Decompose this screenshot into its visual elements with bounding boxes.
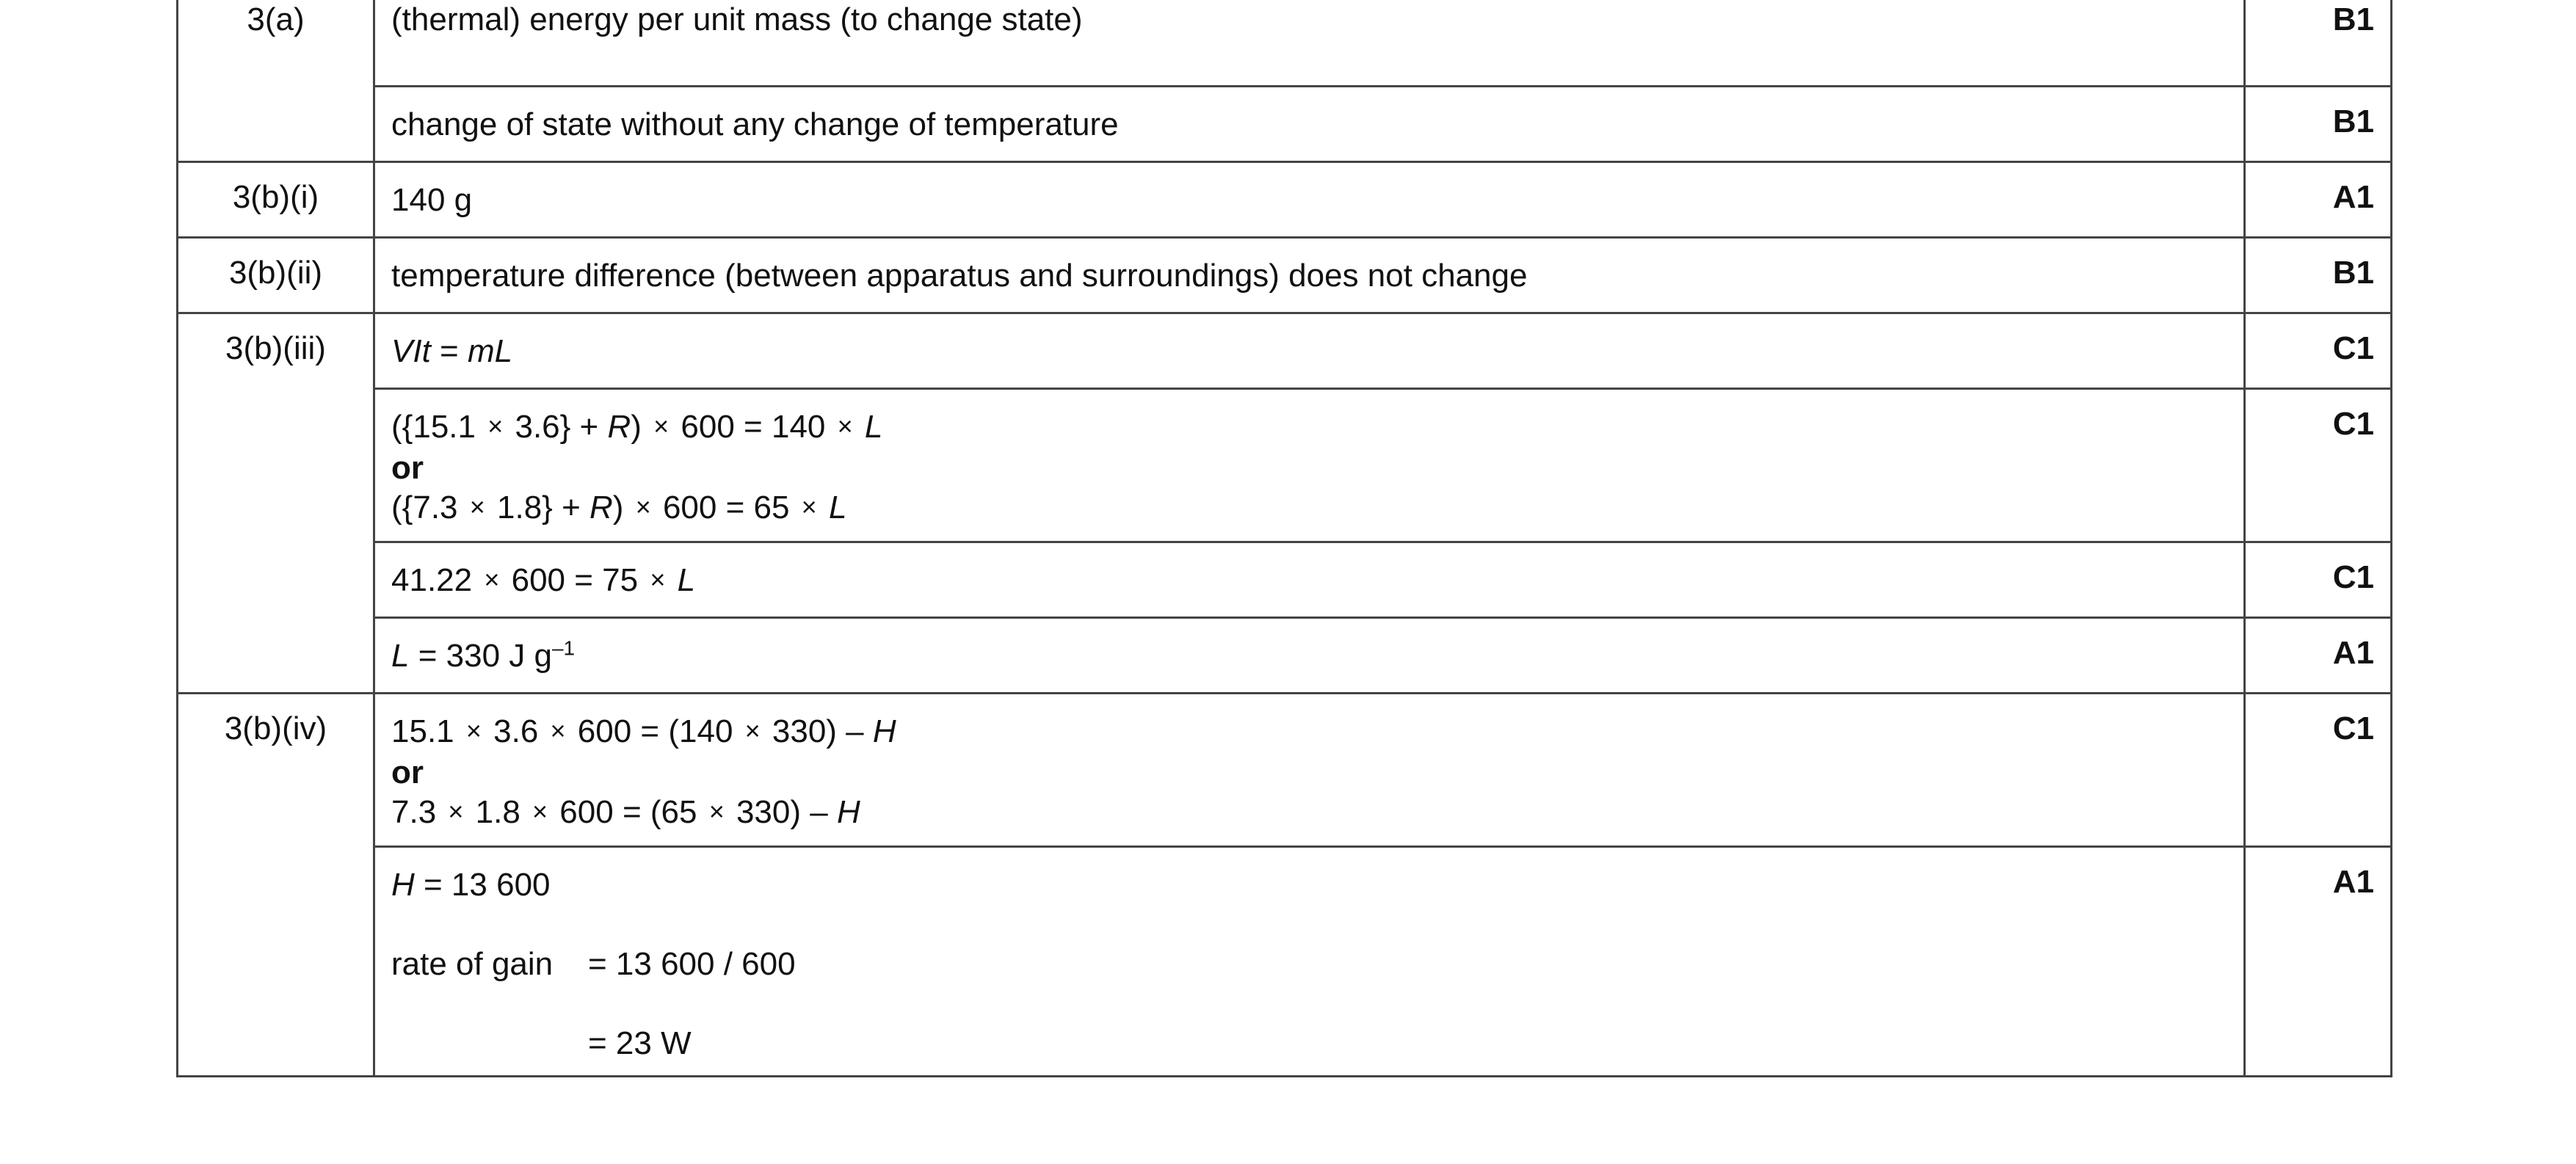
mark-cell: A1	[2245, 162, 2392, 238]
equation-line: ({15.1 × 3.6} + R) × 600 = 140 × L	[391, 409, 883, 445]
mark-cell: C1	[2245, 389, 2392, 542]
or-label: or	[391, 754, 424, 790]
question-number: 3(b)(ii)	[178, 238, 374, 313]
table-row	[178, 389, 2392, 542]
answer-text: temperature difference (between apparatus and surroundings) does not change	[391, 258, 1528, 294]
question-number: 3(a)	[178, 0, 374, 162]
table-row	[178, 847, 2392, 1077]
mark-cell: A1	[2245, 847, 2392, 1077]
equation-line: H = 13 600	[391, 867, 551, 903]
table-row	[178, 238, 2392, 313]
table-row	[178, 313, 2392, 389]
equation: 41.22 × 600 = 75 × L	[391, 562, 696, 598]
answer-text: 140 g	[391, 182, 473, 218]
answer-cell	[374, 0, 2245, 87]
mark-scheme-table	[176, 0, 2392, 1077]
answer-text: change of state without any change of temperature	[391, 106, 1119, 142]
question-number: 3(b)(i)	[178, 162, 374, 238]
rate-result: = 23 W	[588, 1025, 692, 1061]
table-row	[178, 542, 2392, 618]
table-row	[178, 87, 2392, 162]
equation-line: 15.1 × 3.6 × 600 = (140 × 330) – H	[391, 713, 896, 749]
equation: L = 330 J $g^{-1}$	[391, 636, 576, 674]
mark-cell: A1	[2245, 618, 2392, 694]
mark-cell: B1	[2245, 238, 2392, 313]
rate-label: rate of gain	[391, 946, 554, 982]
answer-cell	[374, 87, 2245, 162]
answer-text: (thermal) energy per unit mass (to change state)	[391, 1, 1083, 37]
or-label: or	[391, 450, 424, 486]
equation-line: 7.3 × 1.8 × 600 = (65 × 330) – H	[391, 794, 860, 830]
rate-step: = 13 600 / 600	[588, 946, 796, 982]
answer-cell	[374, 542, 2245, 618]
answer-cell	[374, 389, 2245, 542]
mark-cell: C1	[2245, 694, 2392, 847]
table-row	[178, 162, 2392, 238]
question-number: 3(b)(iii)	[178, 313, 374, 694]
mark-cell: C1	[2245, 542, 2392, 618]
table-row	[178, 0, 2392, 87]
mark-cell: B1	[2245, 87, 2392, 162]
answer-cell	[374, 162, 2245, 238]
answer-cell	[374, 313, 2245, 389]
question-number: 3(b)(iv)	[178, 694, 374, 1077]
answer-cell	[374, 238, 2245, 313]
rate-calculation	[391, 1024, 2227, 1063]
answer-cell	[374, 847, 2245, 1077]
equation-line: ({7.3 × 1.8} + R) × 600 = 65 × L	[391, 490, 847, 525]
answer-cell	[374, 694, 2245, 847]
rate-calculation	[391, 945, 2227, 984]
table-row	[178, 618, 2392, 694]
equation: VIt = mL	[391, 333, 513, 369]
mark-scheme-sheet	[176, 0, 2390, 1077]
mark-cell: B1	[2245, 0, 2392, 87]
answer-cell	[374, 618, 2245, 694]
mark-cell: C1	[2245, 313, 2392, 389]
table-row	[178, 694, 2392, 847]
